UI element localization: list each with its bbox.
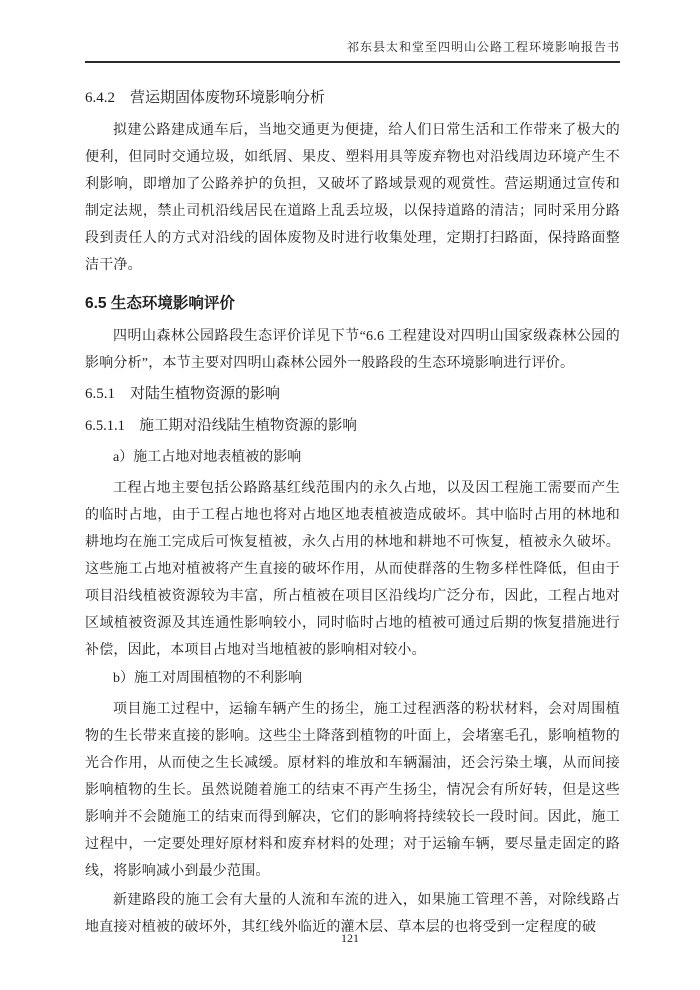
subitem-a-heading: a）施工占地对地表植被的影响 — [113, 450, 302, 465]
page-header — [85, 38, 620, 63]
section-heading-6-5-1-1: 6.5.1.1 施工期对沿线陆生植物资源的影响 — [85, 418, 357, 434]
section-heading-6-5-1: 6.5.1 对陆生植物资源的影响 — [85, 386, 281, 402]
paragraph-land-occupation-impact: 工程占地主要包括公路路基红线范围内的永久占地，以及因工程施工需要而产生的临时占地，由于工程占地也将对占地区地表植被造成破坏。其中临时占用的林地和耕地均在施工完成后可恢复植被，永久占用的林地和耕地不可恢复，植被永久破坏。这些施工占地对植被将产生直接的破坏作用，从而使群落的生物多样性降低，但由于项目沿线植被资源较为丰富，所占植被在项目区沿线均广泛分布，因此，工程占地对区域植被资源及其连通性影响较小，同时临时占地的植被可通过后期的恢复措施进行补偿，因此，本项目占地对当地植被的影响相对较小。 — [85, 481, 620, 658]
paragraph-new-road-section-impact: 新建路段的施工会有大量的人流和车流的进入，如果施工管理不善，对除线路占地直接对植被的破坏外，其红线外临近的灌木层、草本层的也将受到一定程度的破 — [85, 893, 620, 935]
subitem-b-heading: b）施工对周围植物的不利影响 — [113, 671, 302, 686]
paragraph-operation-solid-waste: 拟建公路建成通车后，当地交通更为便捷，给人们日常生活和工作带来了极大的便利，但同时交通垃圾，如纸屑、果皮、塑料用具等废弃物也对沿线周边环境产生不利影响，即增加了公路养护的负担，又破坏了路域景观的观赏性。营运期通过宣传和制定法规，禁止司机沿线居民在道路上乱丢垃圾，以保持道路的清洁；同时采用分路段到责任人的方式对沿线的固体废物及时进行收集处理，定期打扫路面，保持路面整洁干净。 — [85, 123, 620, 273]
page-number: 121 — [341, 931, 359, 945]
paragraph-eco-evaluation-scope: 四明山森林公园路段生态评价详见下节“6.6 工程建设对四明山国家级森林公园的影响分析”，本节主要对四明山森林公园外一般路段的生态环境影响进行评价。 — [85, 329, 620, 371]
section-heading-6-5: 6.5 生态环境影响评价 — [85, 295, 235, 312]
document-content — [85, 85, 620, 941]
paragraph-construction-dust-impact: 项目施工过程中，运输车辆产生的扬尘，施工过程洒落的粉状材料，会对周围植物的生长带来直接的影响。这些尘土降落到植物的叶面上，会堵塞毛孔，影响植物的光合作用，从而使之生长减缓。原材料的堆放和车辆漏油，还会污染土壤，从而间接影响植物的生长。虽然说随着施工的结束不再产生扬尘，情况会有所好转，但是这些影响并不会随施工的结束而得到解决，它们的影响将持续较长一段时间。因此，施工过程中，一定要处理好原材料和废弃材料的处理；对于运输车辆，要尽量走固定的路线，将影响减小到最少范围。 — [85, 702, 620, 879]
header-title: 祁东县太和堂至四明山公路工程环境影响报告书 — [346, 40, 620, 54]
section-heading-6-4-2: 6.4.2 营运期固体废物环境影响分析 — [85, 90, 326, 106]
